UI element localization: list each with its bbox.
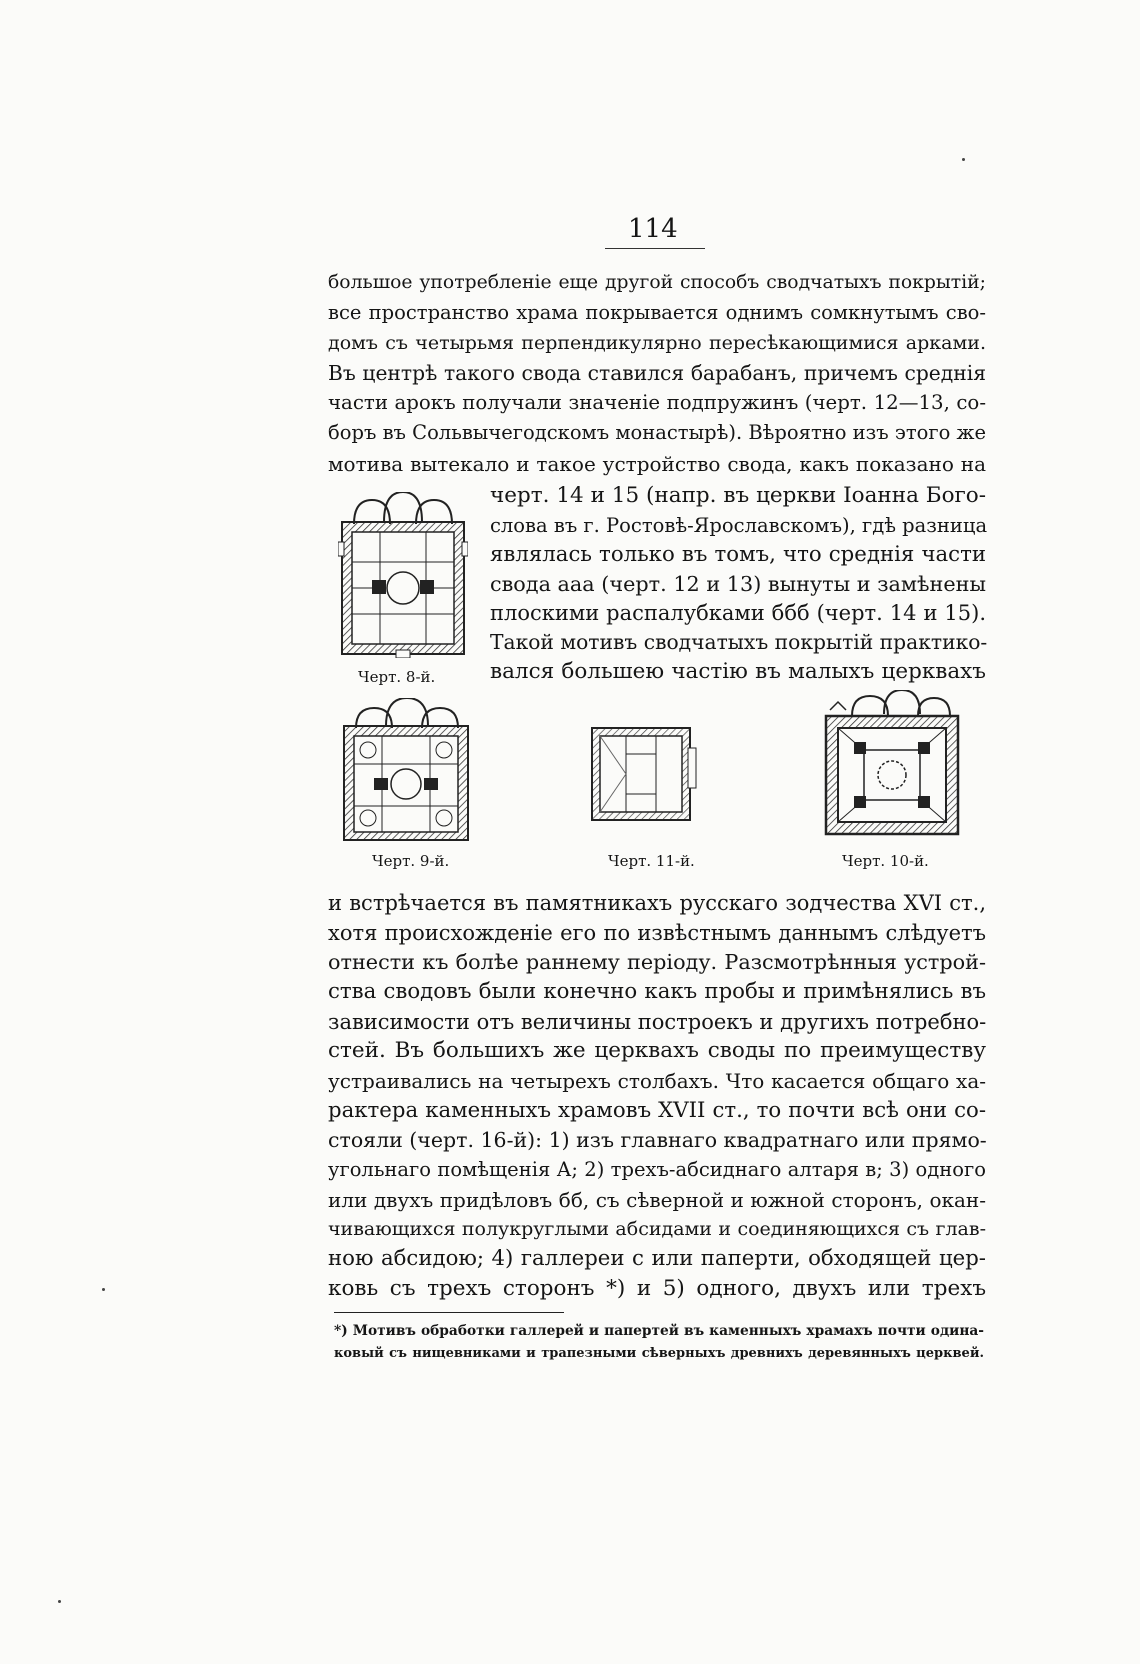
text-line: плоскими распалубками ббб (черт. 14 и 15). (490, 601, 986, 625)
text-line: или двухъ придѣловъ бб, съ сѣверной и южной сторонъ, окан- (328, 1188, 986, 1212)
text-line: большое употребленіе еще другой способъ сводчатыхъ покрытій; (328, 272, 986, 293)
figure-10-caption: Черт. 10-й. (842, 852, 929, 870)
footnote-line: ковый съ нищевниками и трапезными сѣверныхъ древнихъ деревянныхъ церквей. (334, 1346, 984, 1361)
text-line: домъ съ четырьмя перпендикулярно пересѣкающимися арками. (328, 332, 986, 354)
text-line: рактера каменныхъ храмовъ XVII ст., то почти всѣ они со- (328, 1098, 986, 1123)
figure-10-plan (822, 690, 962, 838)
figure-11-caption: Черт. 11-й. (608, 852, 695, 870)
text-line: части арокъ получали значеніе подпружинъ (черт. 12—13, со- (328, 391, 986, 414)
scan-speck (58, 1600, 61, 1603)
text-line: чивающихся полукруглыми абсидами и соединяющихся съ глав- (328, 1218, 986, 1240)
text-line: устраивались на четырехъ столбахъ. Что касается общаго ха- (328, 1069, 986, 1093)
text-line: угольнаго помѣщенія А; 2) трехъ-абсиднаго алтаря в; 3) одного (328, 1158, 986, 1181)
figure-11-plan (588, 724, 698, 824)
footnote-line: *) Мотивъ обработки галлерей и папертей въ каменныхъ храмахъ почти одина- (334, 1323, 984, 1339)
text-line: слова въ г. Ростовѣ-Ярославскомъ), гдѣ разница (490, 514, 988, 537)
figure-8-caption: Черт. 8-й. (358, 668, 436, 686)
scan-speck (102, 1288, 105, 1291)
text-line: вался большею частію въ малыхъ церквахъ (490, 659, 986, 684)
figure-8-plan (338, 492, 468, 658)
page-number-rule (605, 248, 705, 249)
page-number: 114 (628, 214, 678, 244)
scan-speck (962, 158, 965, 161)
text-line: ною абсидою; 4) галлереи с или паперти, обходящей цер- (328, 1246, 986, 1271)
text-line: и встрѣчается въ памятникахъ русскаго зодчества XVI ст., (328, 891, 986, 915)
text-line: Въ центрѣ такого свода ставился барабанъ, причемъ среднія (328, 361, 986, 385)
text-line: боръ въ Сольвычегодскомъ монастырѣ). Вѣроятно изъ этого же (328, 421, 986, 444)
text-line: черт. 14 и 15 (напр. въ церкви Іоанна Бого- (490, 483, 986, 508)
text-line: ства сводовъ были конечно какъ пробы и примѣнялись въ (328, 979, 986, 1004)
text-line: отнести къ болѣе раннему періоду. Разсмотрѣнныя устрой- (328, 950, 986, 974)
text-line: Такой мотивъ сводчатыхъ покрытій практико- (490, 630, 988, 654)
text-line: хотя происхожденіе его по извѣстнымъ даннымъ слѣдуетъ (328, 921, 986, 945)
text-line: стей. Въ большихъ же церквахъ своды по преимуществу (328, 1038, 986, 1063)
text-line: свода ааа (черт. 12 и 13) вынуты и замѣнены (490, 572, 986, 596)
text-line: зависимости отъ величины построекъ и другихъ потребно- (328, 1010, 987, 1034)
footnote-rule (334, 1312, 564, 1313)
figure-9-plan (342, 698, 472, 842)
text-line: ковь съ трехъ сторонъ *) и 5) одного, двухъ или трехъ (328, 1276, 986, 1301)
text-line: являлась только въ томъ, что среднія части (490, 542, 986, 567)
text-line: мотива вытекало и такое устройство свода, какъ показано на (328, 452, 986, 476)
text-line: все пространство храма покрывается однимъ сомкнутымъ сво- (328, 301, 986, 324)
figure-9-caption: Черт. 9-й. (372, 852, 450, 870)
text-line: стояли (черт. 16-й): 1) изъ главнаго квадратнаго или прямо- (328, 1128, 987, 1152)
